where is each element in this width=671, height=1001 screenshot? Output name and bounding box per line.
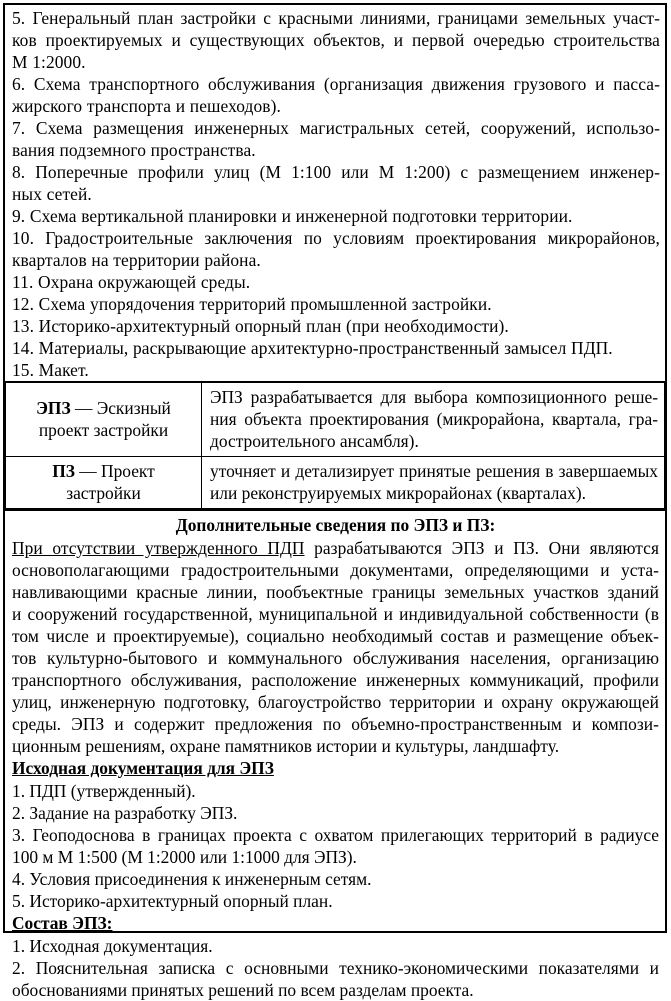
source-doc-item-3-line-1: 3. Геоподоснова в границах проекта с охватом прилегающих территорий в радиусе	[12, 825, 659, 845]
list-item-12-line-1: 12. Схема упорядочения территорий промышленной застройки.	[12, 294, 492, 314]
term-dash-pz: —	[74, 461, 102, 481]
list-item-10	[12, 227, 660, 271]
term-abbr-epz: ЭПЗ	[36, 398, 71, 418]
paragraph-line-2: основополагающими градостроительными документами, определяющими и уста-	[12, 560, 659, 580]
desc-epz-line-1: ЭПЗ разрабатывается для выбора композиционного реше-	[210, 387, 658, 407]
desc-epz-line-3: достроительного ансамбля).	[210, 431, 419, 451]
list-item-9-line-1: 9. Схема вертикальной планировки и инженерной подготовки территории.	[12, 206, 573, 226]
list-item-13-line-1: 13. Историко-архитектурный опорный план (при необходимости).	[12, 316, 509, 336]
composition-item-1-line-1: 1. Исходная документация.	[12, 936, 213, 956]
source-doc-item-2-line-1: 2. Задание на разработку ЭПЗ.	[12, 803, 238, 823]
term-line2-epz: проект застройки	[38, 420, 169, 440]
list-item-5-line-3: М 1:2000.	[12, 52, 86, 72]
list-item-10-line-2: кварталов на территории района.	[12, 250, 261, 270]
composition-item-1	[12, 935, 659, 957]
list-item-5	[12, 7, 660, 73]
source-doc-item-3	[12, 824, 659, 868]
paragraph-line-3: навливающими красные линии, пообъектные границы земельных участков зданий	[12, 582, 659, 602]
list-item-11	[12, 271, 660, 293]
term-cell-epz	[6, 382, 202, 457]
list-item-5-line-2: ков проектируемых и существующих объектов, и первой очередью строительства	[12, 30, 660, 50]
list-item-14	[12, 337, 660, 359]
paragraph-line-9: среды. ЭПЗ и содержит предложения по объемно-пространственным и компози-	[12, 714, 659, 734]
term-abbr-pz: ПЗ	[52, 461, 75, 481]
list-item-8-line-1: 8. Поперечные профили улиц (М 1:100 или М 1:200) с размещением инженер-	[12, 162, 660, 182]
definition-table	[5, 381, 665, 509]
source-doc-item-2	[12, 802, 659, 824]
term-dash-epz: —	[70, 398, 97, 418]
paragraph-line-1-rest: разрабатываются ЭПЗ и ПЗ. Они являются	[304, 538, 659, 558]
composition-heading: Состав ЭПЗ:	[12, 913, 113, 933]
extra-info-section	[5, 509, 665, 1001]
paragraph-line-7: транспортного обслуживания, расположение инженерных коммуникаций, профили	[12, 670, 659, 690]
list-item-7-line-2: вания подземного пространства.	[12, 140, 256, 160]
list-item-8	[12, 161, 660, 205]
list-item-6-line-2: жирского транспорта и пешеходов).	[12, 96, 281, 116]
term-cell-pz	[6, 457, 202, 509]
source-doc-item-4-line-1: 4. Условия присоединения к инженерным сетям.	[12, 869, 372, 889]
desc-pz-line-1: уточняет и детализирует принятые решения в завершаемых	[210, 461, 658, 481]
list-item-10-line-1: 10. Градостроительные заключения по условиям проектирования микрорайонов,	[12, 228, 660, 248]
desc-pz-line-2: или реконструируемых микрорайонах (кварталах).	[210, 483, 586, 503]
list-item-11-line-1: 11. Охрана окружающей среды.	[12, 272, 251, 292]
source-docs-heading-wrap	[12, 757, 659, 780]
paragraph-line-4: и сооружений государственной, муниципальной и индивидуальной собственности (в	[12, 604, 659, 624]
list-item-7-line-1: 7. Схема размещения инженерных магистральных сетей, сооружений, использо-	[12, 118, 660, 138]
composition-item-2	[12, 957, 659, 1001]
document-frame	[3, 3, 667, 1000]
composition-item-2-line-2: обоснованиями принятых решений по всем разделам проекта.	[12, 980, 474, 1000]
list-item-7	[12, 117, 660, 161]
list-item-12	[12, 293, 660, 315]
list-item-14-line-1: 14. Материалы, раскрывающие архитектурно-пространственный замысел ПДП.	[12, 338, 613, 358]
composition-heading-wrap	[12, 912, 659, 935]
source-doc-item-4	[12, 868, 659, 890]
list-item-6-line-1: 6. Схема транспортного обслуживания (организация движения грузового и пасса-	[12, 74, 660, 94]
source-docs-block	[12, 757, 659, 912]
list-item-9	[12, 205, 660, 227]
list-item-6	[12, 73, 660, 117]
term-rest-pz: Проект	[101, 461, 155, 481]
numbered-list-section	[5, 5, 665, 381]
paragraph-line-6: тов культурно-бытового и коммунального обслуживания населения, организацию	[12, 648, 659, 668]
source-doc-item-5	[12, 890, 659, 912]
paragraph-line-8: улиц, инженерную подготовку, благоустройство территории и охрану окружающей	[12, 692, 659, 712]
desc-cell-pz	[202, 457, 665, 509]
paragraph-first-line	[12, 537, 659, 559]
desc-cell-epz	[202, 382, 665, 457]
composition-block	[12, 912, 659, 1001]
term-line2-pz: застройки	[66, 483, 141, 503]
list-item-15-line-1: 15. Макет.	[12, 360, 89, 380]
list-item-15	[12, 359, 660, 381]
source-docs-heading: Исходная документация для ЭПЗ	[12, 758, 274, 778]
list-item-8-line-2: ных сетей.	[12, 184, 92, 204]
source-doc-item-1-line-1: 1. ПДП (утвержденный).	[12, 781, 196, 801]
list-item-13	[12, 315, 660, 337]
paragraph-line-10: ционным решениям, охране памятников истории и культуры, ландшафту.	[12, 736, 560, 756]
source-doc-item-5-line-1: 5. Историко-архитектурный опорный план.	[12, 891, 333, 911]
desc-epz-line-2: ния объекта проектирования (микрорайона, квартала, гра-	[210, 409, 658, 429]
extra-info-heading: Дополнительные сведения по ЭПЗ и ПЗ:	[175, 515, 496, 535]
source-doc-item-3-line-2: 100 м М 1:500 (М 1:2000 или 1:1000 для ЭПЗ).	[12, 847, 357, 867]
composition-item-2-line-1: 2. Пояснительная записка с основными технико-экономическими показателями и	[12, 958, 659, 978]
table-row	[6, 382, 665, 457]
paragraph-underlined-lead: При отсутствии утвержденного ПДП	[12, 538, 305, 558]
list-item-5-line-1: 5. Генеральный план застройки с красными линиями, границами земельных участ-	[12, 8, 660, 28]
source-doc-item-1	[12, 780, 659, 802]
table-row	[6, 457, 665, 509]
paragraph-line-5: том числе и проектируемые), социально необходимый состав и размещение объек-	[12, 626, 659, 646]
term-rest-epz: Эскизный	[96, 398, 171, 418]
extra-info-paragraph	[12, 537, 659, 757]
